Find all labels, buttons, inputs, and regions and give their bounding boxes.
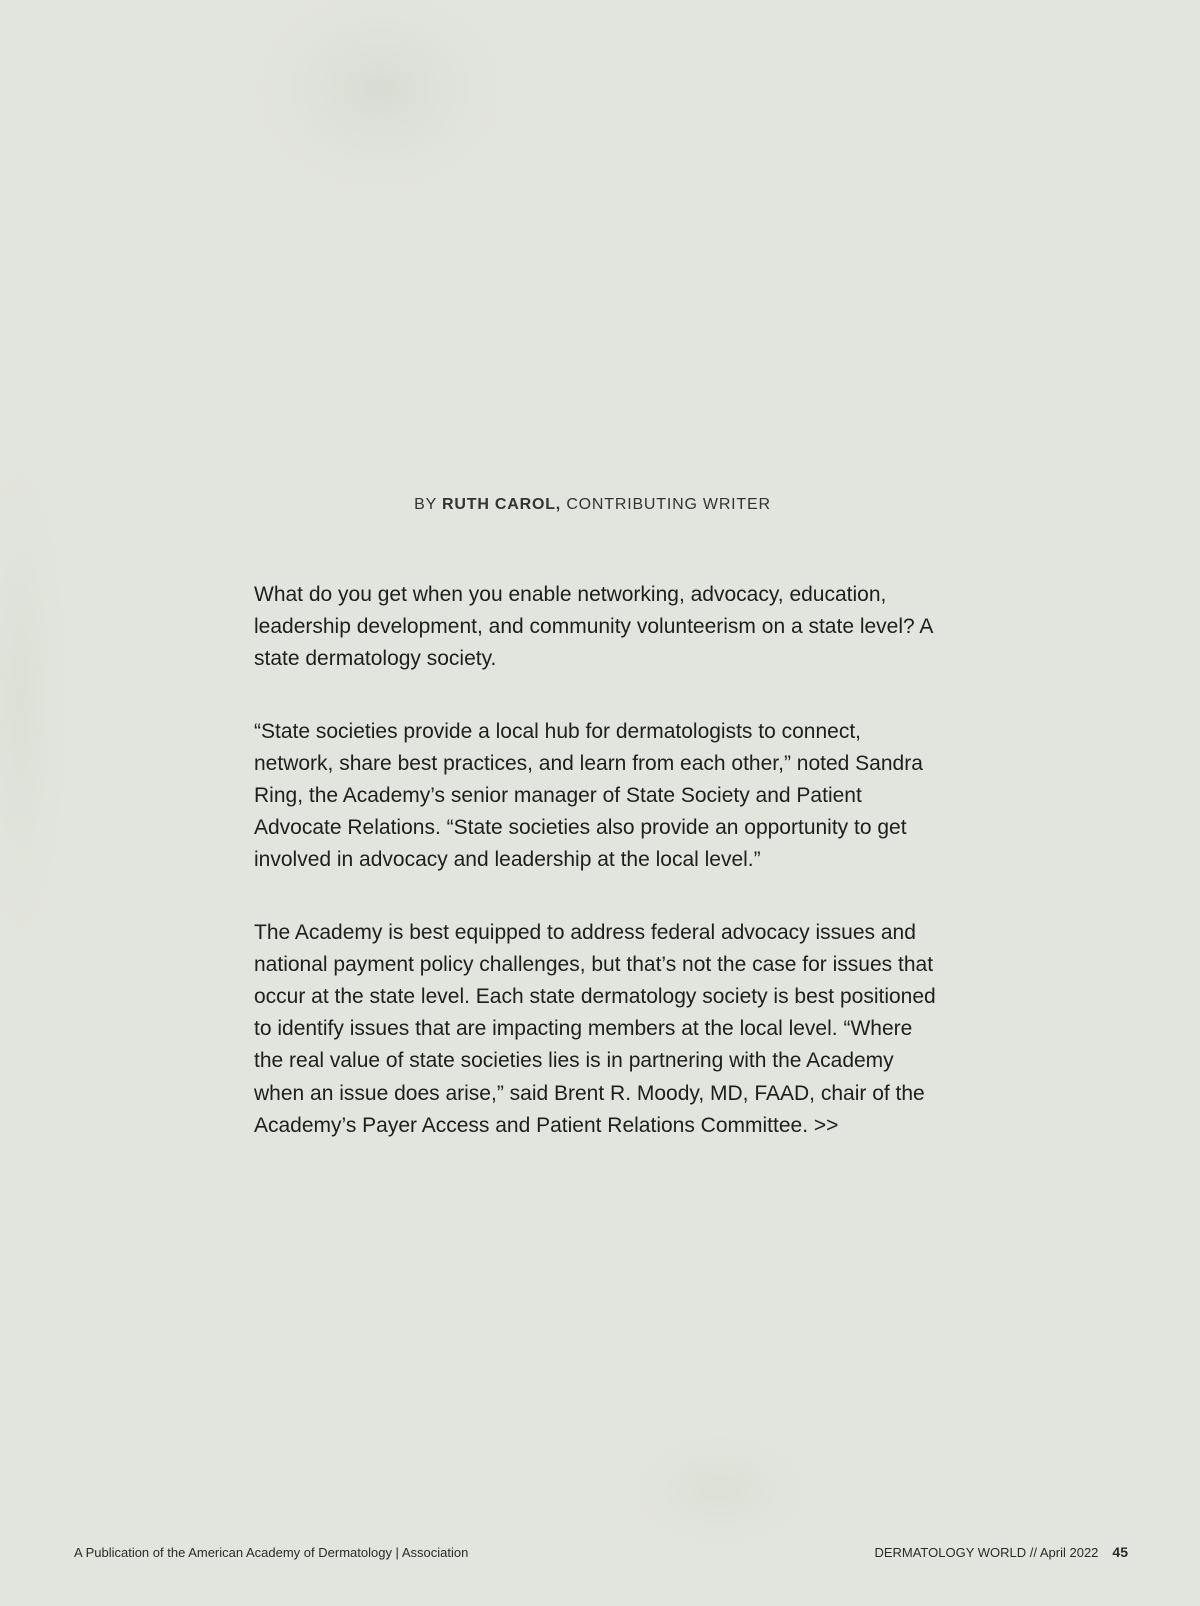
byline xyxy=(0,496,1185,514)
footer-folio xyxy=(874,1544,1128,1560)
article-paragraph-quote: “State societies provide a local hub for dermatologists to connect, network, share best practices, and learn from each other,” noted Sandra Ring, the Academy’s senior manager of State Society and Patient Advocate Relations. “State societies also provide an opportunity to get involved in advocacy and leadership at the local level.” xyxy=(254,719,923,872)
byline-role: CONTRIBUTING WRITER xyxy=(566,496,771,513)
article-body xyxy=(254,579,944,1182)
article-paragraph-intro: What do you get when you enable networking, advocacy, education, leadership development, and community volunteerism on a state level? A state dermatology society. xyxy=(254,583,933,671)
footer-magazine: DERMATOLOGY WORLD // April 2022 xyxy=(874,1545,1099,1560)
article-paragraph-academy: The Academy is best equipped to address federal advocacy issues and national payment policy challenges, but that’s not the case for issues that occur at the state level. Each state dermatology society is best positioned to identify issues that are impacting members at the local level. “Where the real value of state societies lies is in partnering with the Academy when an issue does arise,” said Brent R. Moody, MD, FAAD, chair of the Academy’s Payer Access and Patient Relations Committee. >> xyxy=(254,920,936,1137)
footer-publication: A Publication of the American Academy of Dermatology | Association xyxy=(74,1545,469,1560)
page-number: 45 xyxy=(1112,1544,1128,1560)
byline-author: RUTH CAROL, xyxy=(442,496,562,513)
byline-prefix: BY xyxy=(414,496,437,513)
